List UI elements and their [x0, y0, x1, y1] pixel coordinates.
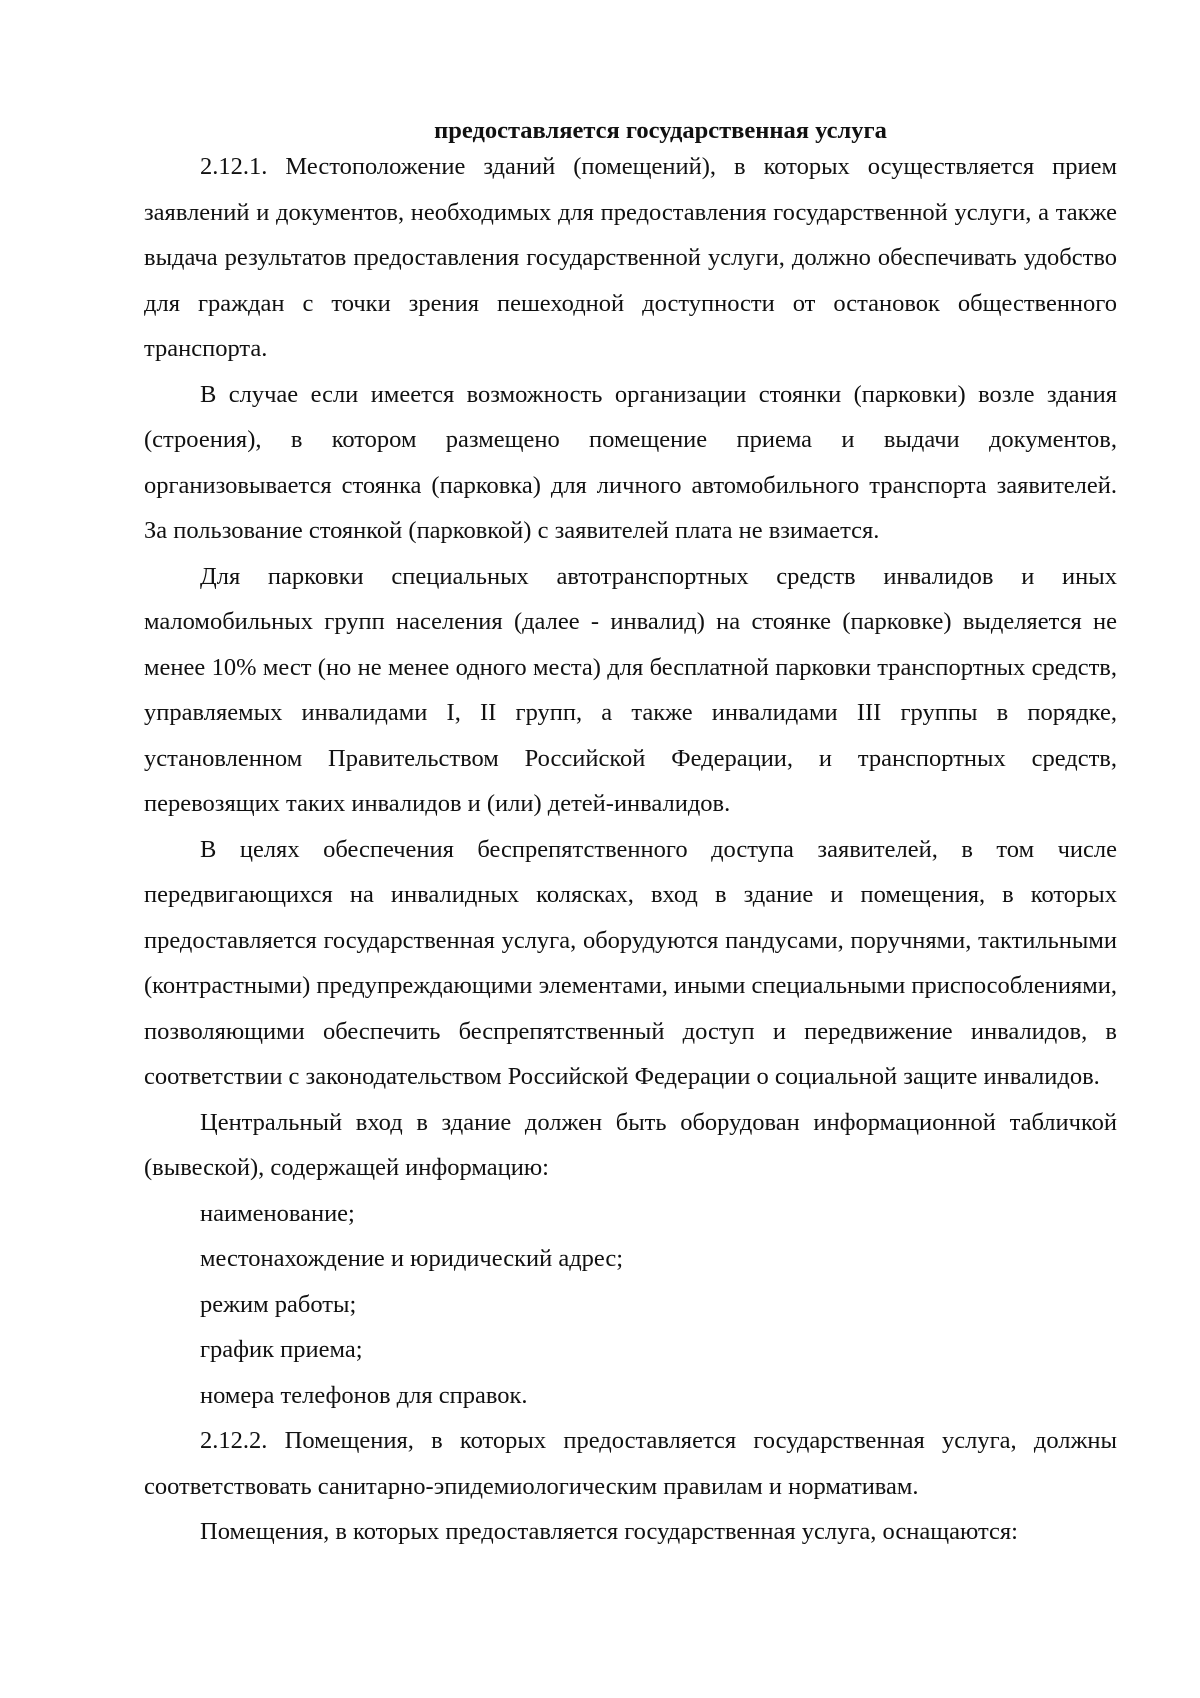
list-item-reception-schedule: график приема;: [200, 1336, 363, 1363]
list-item-phone-numbers: номера телефонов для справок.: [200, 1381, 528, 1409]
paragraph-2-12-1: 2.12.1. Местоположение зданий (помещений), в которых осуществляется прием заявлений и документов, необходимых для предоставления государственной услуги, а также выдача результатов предоставления государственной услуги, должно обеспечивать удобство для граждан с точки зрения пешеходной доступности от остановок общественного транспорта.: [144, 153, 1117, 362]
document-body: [144, 116, 1117, 1555]
paragraph-disabled-parking: Для парковки специальных автотранспортных средств инвалидов и иных маломобильных групп населения (далее - инвалид) на стоянке (парковке) выделяется не менее 10% мест (но не менее одного места) для бесплатной парковки транспортных средств, управляемых инвалидами I, II групп, а также инвалидами III группы в порядке, установленном Правительством Российской Федерации, и транспортных средств, перевозящих таких инвалидов и (или) детей-инвалидов.: [144, 562, 1117, 817]
paragraph-parking: В случае если имеется возможность организации стоянки (парковки) возле здания (строения), в котором размещено помещение приема и выдачи документов, организовывается стоянка (парковка) для личного автомобильного транспорта заявителей. За пользование стоянкой (парковкой) с заявителей плата не взимается.: [144, 380, 1117, 544]
paragraph-accessibility: В целях обеспечения беспрепятственного доступа заявителей, в том числе передвигающихся на инвалидных колясках, вход в здание и помещения, в которых предоставляется государственная услуга, оборудуются пандусами, поручнями, тактильными (контрастными) предупреждающими элементами, иными специальными приспособлениями, позволяющими обеспечить беспрепятственный доступ и передвижение инвалидов, в соответствии с законодательством Российской Федерации о социальной защите инвалидов.: [144, 835, 1117, 1090]
paragraph-2-12-2: 2.12.2. Помещения, в которых предоставляется государственная услуга, должны соответствовать санитарно-эпидемиологическим правилам и нормативам.: [144, 1427, 1117, 1500]
paragraph-premises-equipment: Помещения, в которых предоставляется государственная услуга, оснащаются:: [200, 1518, 1018, 1545]
list-item-address: местонахождение и юридический адрес;: [200, 1245, 624, 1272]
section-heading: предоставляется государственная услуга: [434, 117, 887, 144]
list-item-name: наименование;: [200, 1199, 355, 1227]
paragraph-central-entrance: Центральный вход в здание должен быть оборудован информационной табличкой (вывеской), содержащей информацию:: [144, 1108, 1117, 1181]
list-item-work-hours: режим работы;: [200, 1290, 357, 1318]
